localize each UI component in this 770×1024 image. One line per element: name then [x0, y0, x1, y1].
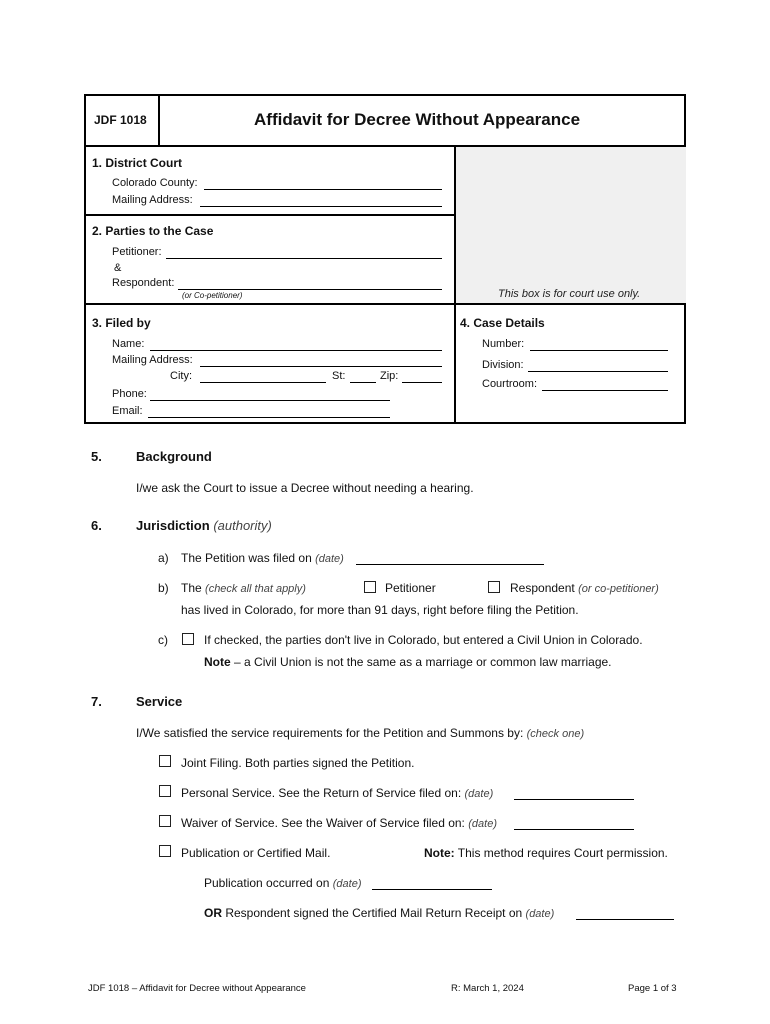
divider: [158, 96, 160, 145]
filer-mailing-field[interactable]: [200, 366, 442, 367]
phone-field[interactable]: [150, 400, 390, 401]
zip-label: Zip:: [380, 370, 399, 382]
filer-mailing-label: Mailing Address:: [112, 354, 193, 366]
co-petitioner-note: (or co-petitioner): [578, 583, 659, 595]
item-c-label: c): [158, 633, 168, 647]
waiver-label: [181, 816, 497, 830]
item-a-label: a): [158, 551, 169, 565]
note-text: This method requires Court permission.: [457, 846, 668, 860]
item-a-text: [181, 551, 344, 565]
respondent-option-label: Respondent: [510, 581, 575, 595]
section7-number: 7.: [91, 694, 102, 709]
footer-page-number: Page 1 of 3: [628, 983, 677, 994]
jurisdiction-title: Jurisdiction: [136, 518, 210, 533]
personal-service-text: Personal Service. See the Return of Service filed on:: [181, 786, 462, 800]
check-one-note: (check one): [526, 728, 585, 740]
personal-service-date-field[interactable]: [514, 799, 634, 800]
certified-text: Respondent signed the Certified Mail Return Receipt on: [225, 906, 523, 920]
section4-heading: 4. Case Details: [460, 316, 545, 330]
joint-filing-checkbox[interactable]: [159, 755, 171, 767]
item-b-label: b): [158, 581, 169, 595]
phone-label: Phone:: [112, 388, 147, 400]
ampersand: &: [114, 262, 122, 274]
section5-number: 5.: [91, 449, 102, 464]
publication-date-label: [204, 876, 362, 890]
date-note: (date): [464, 788, 494, 800]
state-label: St:: [332, 370, 346, 382]
court-use-box: [456, 147, 686, 303]
division-label: Division:: [482, 359, 524, 371]
state-field[interactable]: [350, 382, 376, 383]
publication-label: Publication or Certified Mail.: [181, 846, 331, 860]
respondent-field[interactable]: [178, 289, 442, 290]
court-mailing-field[interactable]: [200, 206, 442, 207]
caption-box: [84, 94, 686, 424]
date-note: (date): [332, 878, 362, 890]
name-label: Name:: [112, 338, 145, 350]
check-all-note: (check all that apply): [205, 583, 306, 595]
civil-union-checkbox[interactable]: [182, 633, 194, 645]
respondent-checkbox[interactable]: [488, 581, 500, 593]
civil-union-text: If checked, the parties don't live in Colorado, but entered a Civil Union in Colorado.: [204, 633, 643, 647]
section7-heading: Service: [136, 694, 183, 709]
petitioner-field[interactable]: [166, 258, 442, 259]
filed-on-text: The Petition was filed on: [181, 551, 312, 565]
residency-text: has lived in Colorado, for more than 91 days, right before filing the Petition.: [181, 603, 579, 617]
publication-date-field[interactable]: [372, 889, 492, 890]
section6-number: 6.: [91, 518, 102, 533]
divider: [454, 145, 456, 424]
date-note: (date): [468, 818, 497, 830]
respondent-option: [510, 581, 659, 595]
section1-heading: 1. District Court: [92, 156, 183, 170]
waiver-text: Waiver of Service. See the Waiver of Service filed on:: [181, 816, 465, 830]
service-intro: [136, 726, 584, 740]
copetitioner-note: (or Co-petitioner): [182, 291, 243, 300]
date-note: (date): [315, 553, 344, 565]
waiver-checkbox[interactable]: [159, 815, 171, 827]
city-label: City:: [170, 370, 192, 382]
footer-revision: R: March 1, 2024: [451, 983, 524, 994]
background-text: I/we ask the Court to issue a Decree without needing a hearing.: [136, 481, 474, 495]
waiver-date-field[interactable]: [514, 829, 634, 830]
division-field[interactable]: [528, 371, 668, 372]
court-use-note: This box is for court use only.: [498, 288, 641, 300]
divider: [86, 214, 455, 216]
joint-filing-label: Joint Filing. Both parties signed the Petition.: [181, 756, 415, 770]
service-intro-text: I/We satisfied the service requirements for the Petition and Summons by:: [136, 726, 524, 740]
zip-field[interactable]: [402, 382, 442, 383]
jurisdiction-note: (authority): [213, 518, 272, 533]
form-id: JDF 1018: [94, 113, 147, 127]
county-label: Colorado County:: [112, 177, 198, 189]
email-field[interactable]: [148, 417, 390, 418]
section2-heading: 2. Parties to the Case: [92, 224, 214, 238]
courtroom-field[interactable]: [542, 390, 668, 391]
note-label: Note: [204, 655, 231, 669]
email-label: Email:: [112, 405, 143, 417]
personal-service-checkbox[interactable]: [159, 785, 171, 797]
publication-checkbox[interactable]: [159, 845, 171, 857]
respondent-label: Respondent:: [112, 277, 175, 289]
case-number-field[interactable]: [530, 350, 668, 351]
section3-heading: 3. Filed by: [92, 316, 151, 330]
form-title: Affidavit for Decree Without Appearance: [254, 110, 581, 129]
publication-note: [424, 846, 668, 860]
petition-date-field[interactable]: [356, 564, 544, 565]
note-text: – a Civil Union is not the same as a marriage or common law marriage.: [234, 655, 612, 669]
county-field[interactable]: [204, 189, 442, 190]
city-field[interactable]: [200, 382, 326, 383]
or-label: OR: [204, 906, 222, 920]
item-b-text: [181, 581, 306, 595]
petitioner-option-label: Petitioner: [385, 581, 436, 595]
date-note: (date): [525, 908, 555, 920]
petitioner-checkbox[interactable]: [364, 581, 376, 593]
section6-heading: [136, 518, 272, 533]
certified-mail-date-field[interactable]: [576, 919, 674, 920]
footer-form-name: JDF 1018 – Affidavit for Decree without Appearance: [88, 983, 306, 994]
mailing-label: Mailing Address:: [112, 194, 193, 206]
name-field[interactable]: [150, 350, 442, 351]
petitioner-label: Petitioner:: [112, 246, 162, 258]
certified-mail-label: [204, 906, 554, 920]
section5-heading: Background: [136, 449, 212, 464]
courtroom-label: Courtroom:: [482, 378, 538, 390]
personal-service-label: [181, 786, 493, 800]
note-label: Note:: [424, 846, 455, 860]
divider: [86, 303, 684, 305]
the-text: The: [181, 581, 202, 595]
case-number-label: Number:: [482, 338, 525, 350]
civil-union-note: [204, 655, 612, 669]
publication-text: Publication occurred on: [204, 876, 330, 890]
